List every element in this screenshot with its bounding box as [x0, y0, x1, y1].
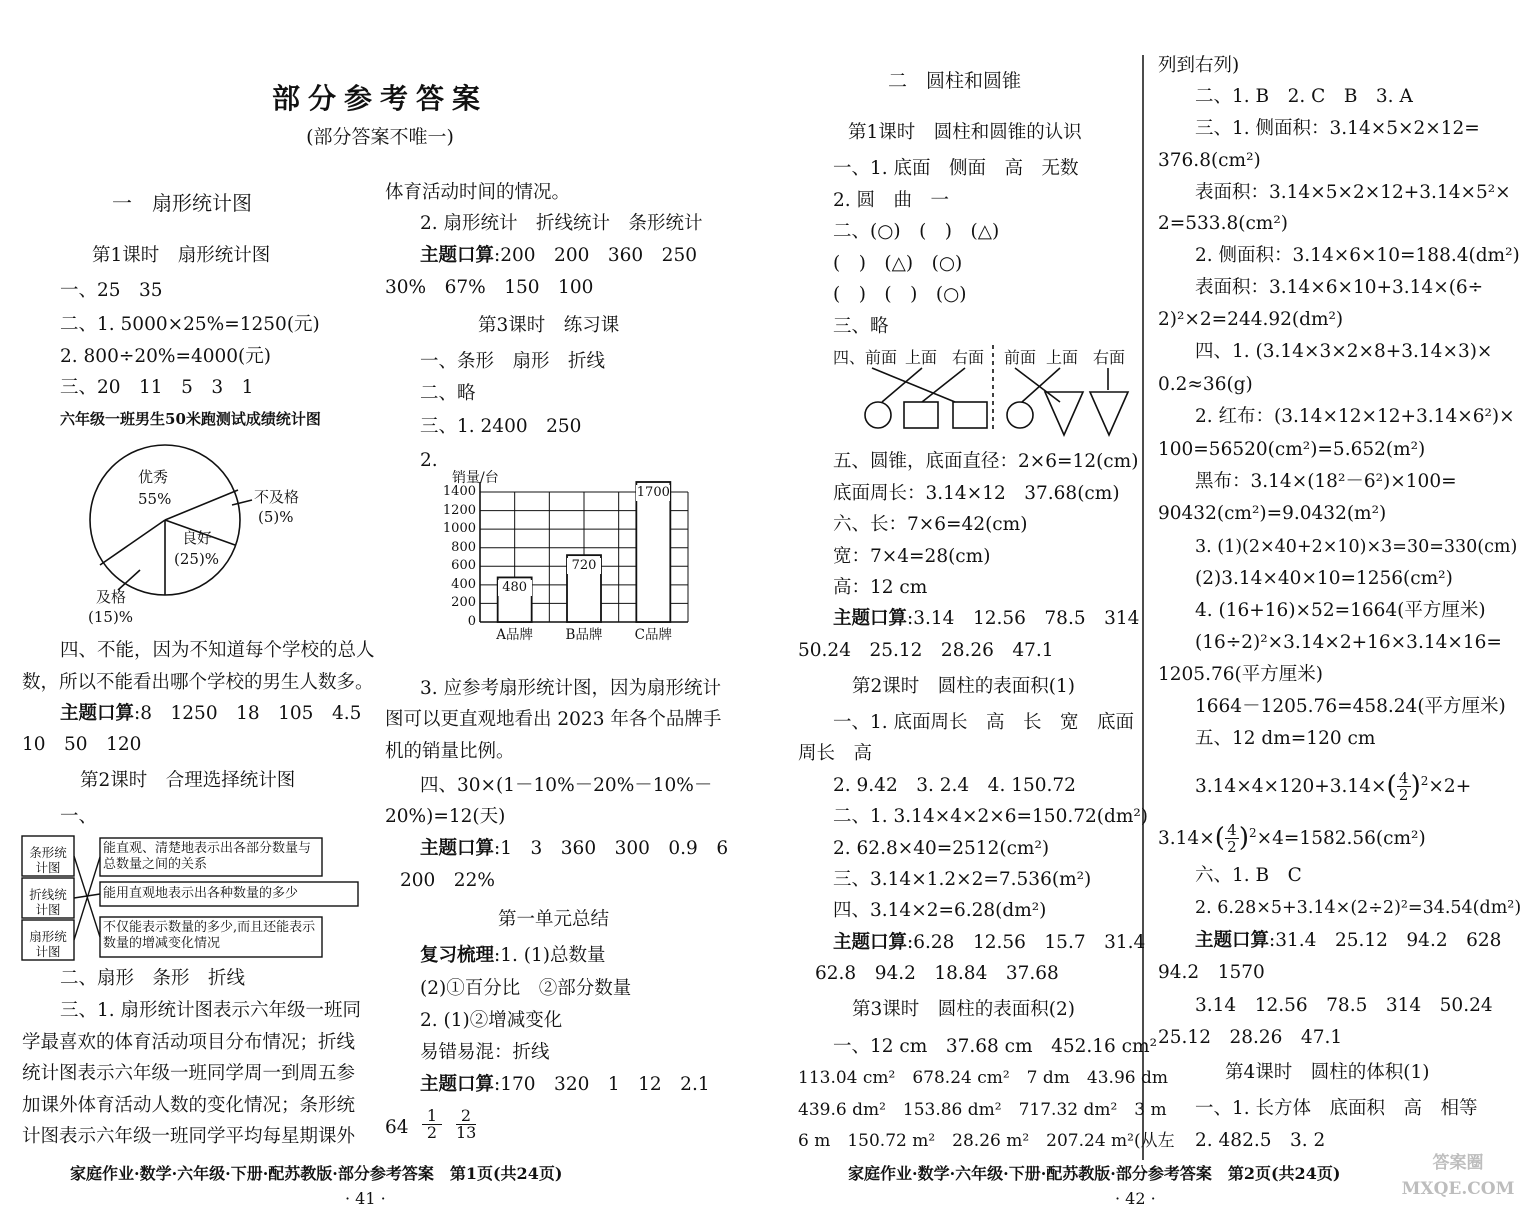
answer-line: 四、1. (3.14×3×2×8+3.14×3)× — [1195, 341, 1493, 362]
answer-line — [420, 245, 697, 267]
circle-shape — [865, 402, 891, 428]
answer-line: 100=56520(cm²)=5.652(m²) — [1158, 439, 1426, 460]
answer-line: 2. 红布：(3.14×12×12+3.14×6²)× — [1195, 406, 1515, 427]
answer-line: ( ) (△) (○) — [833, 253, 963, 274]
answer-line: 一、25 35 — [60, 280, 163, 301]
answer-text: :170 320 1 12 2.1 — [494, 1074, 710, 1095]
page-subtitle: (部分答案不唯一) — [306, 126, 454, 148]
lesson4-heading: 第4课时 圆柱的体积(1) — [1225, 1062, 1430, 1083]
topic-label: 复习梳理 — [420, 945, 495, 966]
lesson1-heading: 第1课时 圆柱和圆锥的认识 — [848, 122, 1082, 143]
x-tick-label: C品牌 — [634, 627, 672, 643]
answer-text: ×2+ — [1428, 776, 1472, 798]
answer-line: 62.8 94.2 18.84 37.68 — [815, 963, 1059, 984]
answer-line — [420, 838, 728, 860]
bar-value-label: 1700 — [636, 485, 670, 500]
watermark: 答案圈 MXQE.COM — [1401, 1153, 1515, 1199]
answer-line: 二、略 — [420, 383, 476, 404]
fraction — [1397, 770, 1411, 803]
numerator: 4 — [1397, 770, 1411, 787]
answer-text: :200 200 360 250 — [494, 245, 697, 266]
answer-line — [833, 608, 1139, 630]
answer-line: 一、1. 长方体 底面积 高 相等 — [1195, 1098, 1478, 1119]
exponent: 2 — [1249, 826, 1257, 840]
numerator: 1 — [422, 1108, 442, 1125]
unit2-heading: 二 圆柱和圆锥 — [888, 70, 1022, 92]
x-tick-label: A品牌 — [496, 627, 534, 643]
pie-chart — [90, 445, 252, 595]
answer-line: 二、(○) ( ) (△) — [833, 221, 1000, 242]
answer-line: 三、1. 2400 250 — [420, 416, 582, 437]
unit1-heading: 一 扇形统计图 — [112, 191, 252, 215]
denominator: 2 — [426, 1123, 438, 1142]
answer-line: 2. 62.8×40=2512(cm²) — [833, 838, 1050, 859]
answer-line: 六、1. B C — [1195, 865, 1302, 886]
answer-line: 2. 扇形统计 折线统计 条形统计 — [420, 213, 703, 234]
answer-line: 30% 67% 150 100 — [385, 277, 594, 298]
answer-line: 6 m 150.72 m² 28.26 m² 207.24 m²(从左 — [798, 1131, 1175, 1151]
y-tick-label: 1000 — [442, 521, 476, 537]
answer-line: 四、30×(1－10%－20%－10%－ — [420, 775, 713, 796]
lesson2-heading: 第2课时 合理选择统计图 — [80, 770, 296, 791]
answer-line: (16÷2)²×3.14×2+16×3.14×16= — [1195, 632, 1502, 653]
match-right-label: 不仅能表示数量的多少,而且还能表示数量的增减变化情况 — [103, 920, 316, 951]
answer-line: 三、略 — [833, 316, 889, 337]
y-tick-label: 1400 — [442, 484, 476, 499]
answer-line: 黑布：3.14×(18²－6²)×100= — [1195, 471, 1457, 492]
denominator: 2 — [1398, 786, 1409, 805]
answer-line: 2. (1)②增减变化 — [420, 1010, 563, 1031]
y-tick-label: 400 — [451, 576, 476, 592]
answer-line: 表面积：3.14×6×10+3.14×(6÷ — [1195, 277, 1484, 298]
answer-line: 0.2≈36(g) — [1158, 374, 1253, 395]
answer-line: 一、1. 底面 侧面 高 无数 — [833, 158, 1079, 179]
answer-line: 2. 9.42 3. 2.4 4. 150.72 — [833, 775, 1076, 796]
summary-heading: 第一单元总结 — [498, 909, 610, 930]
answer-line: 25.12 28.26 47.1 — [1158, 1027, 1343, 1048]
answer-line: 高：12 cm — [833, 577, 928, 598]
view-label: 右面 — [952, 348, 985, 367]
answer-line — [420, 1074, 710, 1096]
triangle-shape — [1045, 392, 1083, 435]
answer-line: 2. 482.5 3. 2 — [1195, 1130, 1326, 1151]
answer-line: 五、圆锥，底面直径：2×6=12(cm) — [833, 451, 1139, 472]
answer-text: :1. (1)总数量 — [494, 945, 606, 966]
match-right-label: 能用直观地表示出各种数量的多少 — [103, 886, 299, 901]
lesson3-heading: 第3课时 圆柱的表面积(2) — [852, 999, 1075, 1020]
answer-line: 三、1. 侧面积：3.14×5×2×12= — [1195, 118, 1480, 139]
view-label: 上面 — [905, 348, 938, 367]
answer-text: 3.14× — [1158, 828, 1215, 850]
pie-label: 不及格 — [254, 488, 300, 506]
topic-label: 主题口算 — [1195, 930, 1270, 951]
answer-line: 一、条形 扇形 折线 — [420, 351, 606, 372]
answer-line: 一、 — [60, 806, 98, 827]
match-left-label: 折线统计图 — [29, 887, 67, 917]
bar-value-label: 720 — [567, 558, 601, 574]
lesson1-heading: 第1课时 扇形统计图 — [92, 245, 271, 266]
answer-line: 三、3.14×1.2×2=7.536(m²) — [833, 869, 1092, 890]
pie-title: 六年级一班男生50米跑测试成绩统计图 — [60, 410, 321, 428]
topic-label: 主题口算 — [60, 703, 135, 724]
topic-label: 主题口算 — [420, 245, 495, 266]
view-label: 上面 — [1046, 348, 1079, 367]
fraction — [456, 1108, 476, 1141]
y-tick-label: 600 — [451, 558, 476, 574]
answer-line: 周长 高 — [798, 743, 873, 764]
answer-line: 2. 800÷20%=4000(元) — [60, 346, 271, 367]
page-footer: 家庭作业·数学·六年级·下册·配苏教版·部分参考答案 第1页(共24页) — [70, 1164, 563, 1183]
answer-line: 四、3.14×2=6.28(dm²) — [833, 900, 1047, 921]
pie-label: (5)% — [258, 508, 294, 526]
answer-text: :8 1250 18 105 4.5 — [134, 703, 362, 724]
answer-line: 2. 侧面积：3.14×6×10=188.4(dm²) — [1195, 245, 1520, 266]
answer-line: 1664－1205.76=458.24(平方厘米) — [1195, 696, 1506, 717]
answer-line: 113.04 cm² 678.24 cm² 7 dm 43.96 dm — [798, 1068, 1168, 1088]
answer-line: 4. (16+16)×52=1664(平方厘米) — [1195, 600, 1486, 621]
topic-label: 主题口算 — [420, 1074, 495, 1095]
answer-line: 一、12 cm 37.68 cm 452.16 cm² — [833, 1036, 1158, 1057]
answer-line: 2. — [420, 450, 438, 471]
answer-line: 底面周长：3.14×12 37.68(cm) — [833, 483, 1120, 504]
pie-divider — [100, 520, 165, 565]
answer-line: 宽：7×4=28(cm) — [833, 546, 991, 567]
denominator: 13 — [456, 1123, 477, 1142]
rect-shape — [953, 402, 987, 428]
fraction — [1225, 822, 1239, 855]
answer-line — [833, 932, 1145, 954]
match-left-label: 条形统计图 — [29, 845, 67, 875]
y-tick-label: 200 — [451, 595, 476, 611]
y-tick-label: 0 — [467, 614, 476, 629]
view-label: 前面 — [1004, 348, 1037, 367]
answer-line: (2)3.14×40×10=1256(cm²) — [1195, 568, 1453, 589]
rect-shape — [904, 402, 938, 428]
page-title: 部分参考答案 — [271, 82, 488, 115]
view-label: 右面 — [1093, 348, 1126, 367]
bar-chart — [480, 482, 688, 622]
answer-line: 2)²×2=244.92(dm²) — [1158, 309, 1344, 330]
answer-line: 2. 6.28×5+3.14×(2÷2)²=34.54(dm²) — [1195, 898, 1522, 918]
answer-line: 3. (1)(2×40+2×10)×3=30=330(cm) — [1195, 537, 1518, 557]
numerator: 2 — [456, 1108, 476, 1125]
answer-line: (2)①百分比 ②部分数量 — [420, 978, 632, 999]
answer-line — [60, 703, 361, 725]
bar-ylabel: 销量/台 — [452, 470, 499, 486]
match-left-label: 扇形统计图 — [29, 929, 67, 959]
answer-line: 列到右列) — [1158, 55, 1240, 76]
answer-line: 二、1. 3.14×4×2×6=150.72(dm²) — [833, 806, 1149, 827]
bar-value-label: 480 — [498, 580, 532, 596]
pie-label: 良好 — [182, 529, 213, 547]
pie-divider — [165, 490, 238, 520]
answer-line: 易错易混：折线 — [420, 1042, 550, 1063]
numerator: 4 — [1225, 822, 1239, 839]
answer-line: 10 50 120 — [22, 734, 142, 755]
answer-line: 439.6 dm² 153.86 dm² 717.32 dm² 3 m — [798, 1100, 1167, 1120]
answer-text: :31.4 25.12 94.2 628 — [1269, 930, 1502, 951]
answer-line: 90432(cm²)=9.0432(m²) — [1158, 503, 1387, 524]
answer-line: 2=533.8(cm²) — [1158, 213, 1288, 234]
lesson3-heading: 第3课时 练习课 — [478, 315, 620, 336]
topic-label: 主题口算 — [420, 838, 495, 859]
x-tick-label: B品牌 — [565, 627, 603, 643]
match-line — [882, 368, 922, 402]
match-right-label: 能直观、清楚地表示出各部分数量与总数量之间的关系 — [103, 841, 312, 872]
answer-text: :1 3 360 300 0.9 6 — [494, 838, 729, 859]
pie-label: (15)% — [88, 608, 134, 626]
pie-label: 优秀 — [138, 468, 169, 486]
denominator: 2 — [1227, 838, 1237, 857]
answer-line — [1195, 930, 1501, 952]
topic-label: 主题口算 — [833, 608, 908, 629]
answer-line: 200 22% — [400, 870, 495, 891]
answer-line: 二、1. B 2. C B 3. A — [1195, 86, 1413, 107]
answer-line: 五、12 dm=120 cm — [1195, 728, 1376, 749]
pie-label: 55% — [138, 490, 172, 508]
bar — [636, 482, 670, 622]
answer-line: 加课外体育活动人数的变化情况；条形统 — [22, 1095, 356, 1116]
answer-line — [420, 945, 606, 967]
answer-line: 体育活动时间的情况。 — [385, 182, 571, 203]
answer-text: :6.28 12.56 15.7 31.4 — [907, 932, 1146, 953]
fraction — [422, 1108, 442, 1141]
answer-line: 二、1. 5000×25%=1250(元) — [60, 314, 320, 335]
circle-shape — [1007, 402, 1033, 428]
answer-line: 3. 应参考扇形统计图，因为扇形统计 — [420, 678, 722, 699]
answer-text: :3.14 12.56 78.5 314 — [907, 608, 1140, 629]
answer-line: 数，所以不能看出哪个学校的男生人数多。 — [22, 672, 374, 693]
topic-label: 主题口算 — [833, 932, 908, 953]
answer-line: 机的销量比例。 — [385, 741, 515, 762]
page-footer: 家庭作业·数学·六年级·下册·配苏教版·部分参考答案 第2页(共24页) — [848, 1164, 1341, 1183]
y-tick-label: 800 — [451, 539, 476, 555]
answer-line: 3.14 12.56 78.5 314 50.24 — [1195, 995, 1493, 1016]
answer-text: ×4=1582.56(cm²) — [1256, 828, 1426, 850]
answer-line: 3.14×( $\frac{4}{2}$ )$^2$×4=1582.56(cm²) — [1158, 821, 1426, 857]
exponent: 2 — [1420, 774, 1429, 788]
answer-line: 三、1. 扇形统计图表示六年级一班同 — [60, 1000, 362, 1021]
answer-line: 统计图表示六年级一班同学周一到周五参 — [22, 1063, 356, 1084]
answer-line: 94.2 1570 — [1158, 962, 1265, 983]
answer-line: 一、1. 底面周长 高 长 宽 底面 — [833, 712, 1135, 733]
answer-line: 50.24 25.12 28.26 47.1 — [798, 640, 1054, 661]
answer-line: 64 — [385, 1117, 409, 1138]
answer-line: 三、20 11 5 3 1 — [60, 377, 254, 398]
lesson2-heading: 第2课时 圆柱的表面积(1) — [852, 676, 1075, 697]
triangle-shape — [1090, 392, 1128, 435]
answer-line: 学最喜欢的体育活动项目分布情况；折线 — [22, 1032, 356, 1053]
answer-line: 六、长：7×6=42(cm) — [833, 514, 1028, 535]
answer-line: 计图表示六年级一班同学平均每星期课外 — [22, 1126, 356, 1147]
view-label: 四、前面 — [833, 348, 898, 367]
answer-line: 图可以更直观地看出 2023 年各个品牌手 — [385, 709, 722, 730]
answer-line: 二、扇形 条形 折线 — [60, 968, 246, 989]
y-tick-label: 1200 — [442, 502, 476, 518]
leader-line — [232, 500, 252, 505]
answer-line: 3.14×4×120+3.14×( $\frac{4}{2}$ )$^2$×2+ — [1195, 769, 1472, 805]
answer-line: 1205.76(平方厘米) — [1158, 664, 1323, 685]
answer-line: 四、不能，因为不知道每个学校的总人 — [60, 640, 375, 661]
answer-text: 3.14×4×120+3.14× — [1195, 776, 1387, 798]
page-number: · 41 · — [345, 1189, 386, 1208]
page-number: · 42 · — [1115, 1189, 1156, 1208]
pie-label: (25)% — [174, 550, 220, 568]
answer-line: ( ) ( ) (○) — [833, 284, 967, 305]
answer-line: 376.8(cm²) — [1158, 150, 1261, 171]
answer-line: 2. 圆 曲 一 — [833, 190, 950, 211]
answer-line: 20%)=12(天) — [385, 806, 506, 827]
answer-line: 表面积：3.14×5×2×12+3.14×5²× — [1195, 182, 1511, 203]
pie-label: 及格 — [96, 588, 127, 606]
